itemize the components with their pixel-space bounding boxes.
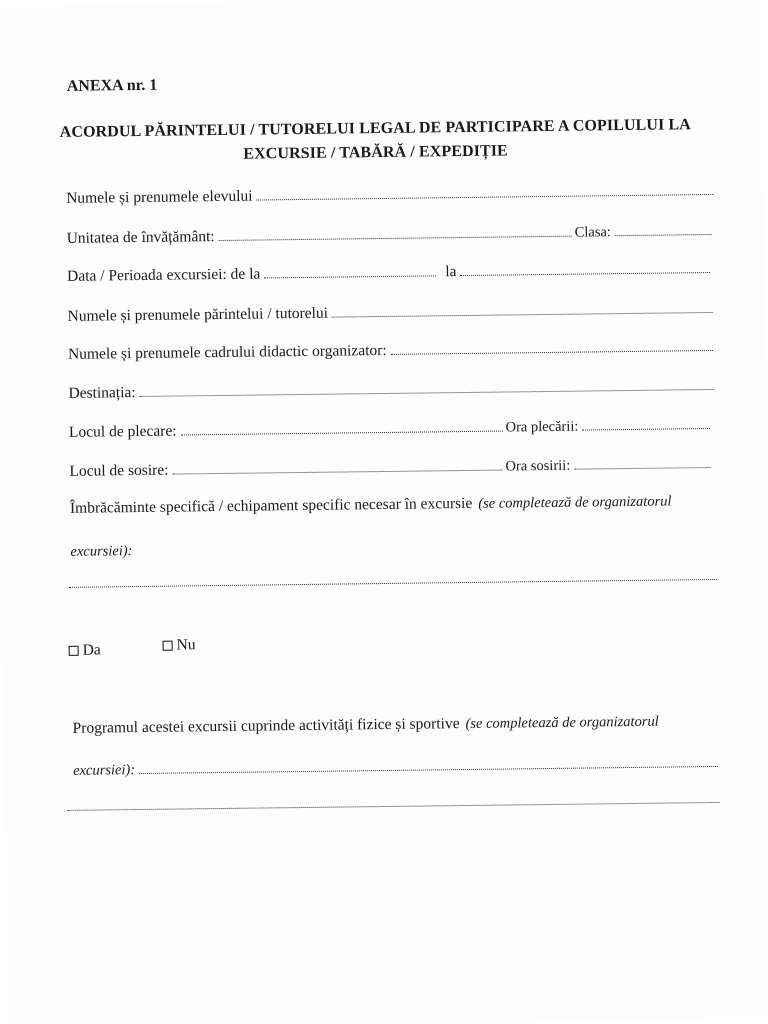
departure-time-label: Ora plecării: [505,418,579,436]
departure-time-field[interactable] [582,417,710,431]
arrival-time-label: Ora sosirii: [505,457,571,475]
option-yes[interactable] [69,641,101,659]
equipment-note-end: excursiei): [70,543,133,560]
program-line-1 [73,755,721,780]
destination-label: Destinația: [68,384,136,402]
program-label: Programul acestei excursii cuprinde activități fizice și sportive [72,715,460,737]
program-field-2[interactable] [68,802,720,811]
arrival-row [69,455,713,481]
program-note-end: excursiei): [73,762,136,779]
parent-name-field[interactable] [332,301,713,318]
form-title-line-1: ACORDUL PĂRINTELUI / TUTORELUI LEGAL DE PARTICIPARE A COPILULUI LA [59,116,691,141]
period-from-label: Data / Perioada excursiei: de la [66,265,261,285]
checkbox-no[interactable] [163,641,173,651]
annex-number: ANEXA nr. 1 [66,76,158,95]
period-to-field[interactable] [460,261,710,276]
program-row [73,712,723,738]
teacher-name-field[interactable] [391,339,713,355]
program-field-1[interactable] [139,755,718,774]
option-no[interactable] [163,636,196,654]
period-from-field[interactable] [264,264,436,278]
program-note: (se completează de organizatorul [465,713,659,733]
equipment-field[interactable] [69,579,717,588]
period-to-label: la [445,263,457,281]
destination-field[interactable] [140,378,714,397]
school-field[interactable] [219,225,572,241]
school-label: Unitatea de învățământ: [66,228,215,247]
equipment-label: Îmbrăcăminte specifică / echipament specific necesar în excursie [69,494,473,517]
teacher-name-label: Numele și prenumele cadrului didactic organizator: [67,341,387,363]
arrival-time-field[interactable] [574,456,710,470]
form-title-line-2: EXCURSIE / TABĂRĂ / EXPEDIȚIE [243,142,508,163]
destination-row [68,377,716,403]
parent-name-label: Numele și prenumele părintelui / tutorelui [67,304,329,325]
class-field[interactable] [615,223,712,236]
option-no-label: Nu [176,636,196,654]
departure-place-field[interactable] [180,420,502,436]
equipment-row [70,492,720,518]
equipment-note: (se completează de organizatorul [478,493,672,512]
teacher-name-row [68,338,716,364]
student-name-row [66,182,716,208]
departure-place-label: Locul de plecare: [68,422,177,441]
school-row [67,222,715,248]
class-label: Clasa: [574,224,612,241]
student-name-label: Numele și prenumele elevului [66,187,253,207]
option-yes-label: Da [82,641,101,659]
period-row [67,260,713,286]
checkbox-yes[interactable] [69,646,79,656]
departure-row [69,416,713,442]
arrival-place-field[interactable] [172,459,502,475]
arrival-place-label: Locul de sosire: [69,461,169,480]
parent-name-row [67,300,715,326]
student-name-field[interactable] [256,183,713,201]
